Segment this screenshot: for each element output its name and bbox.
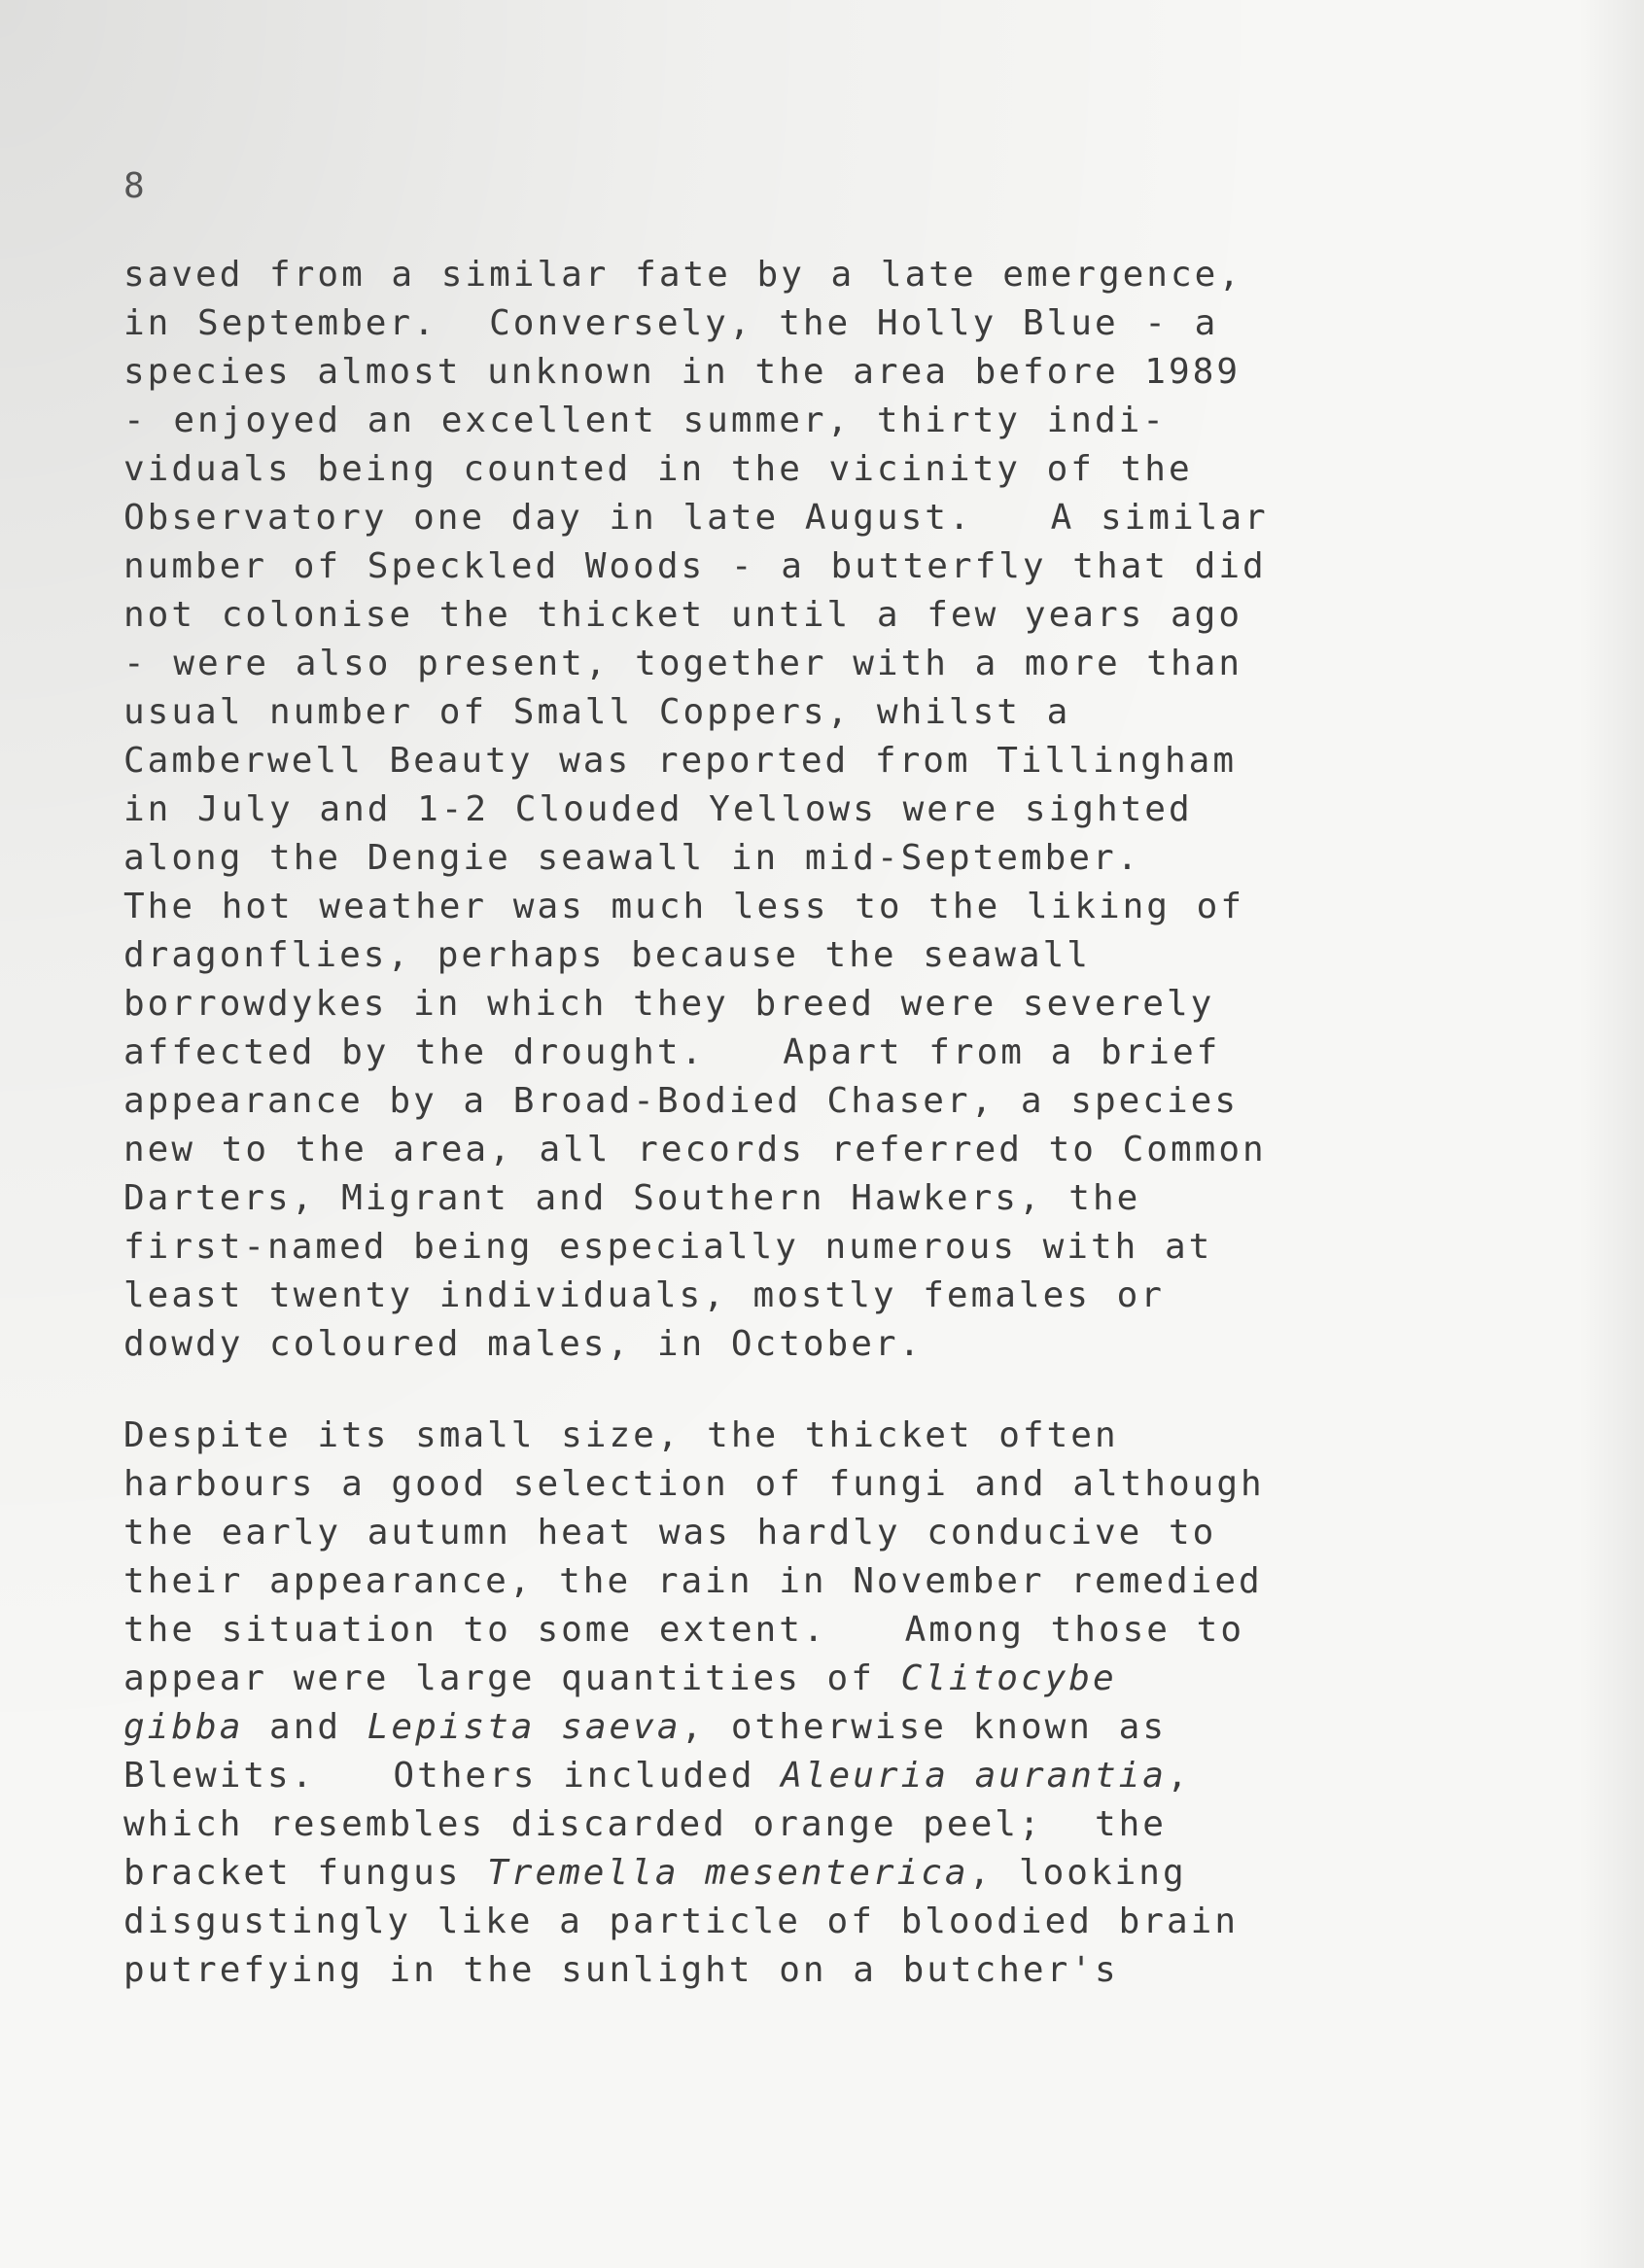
text-line: which resembles discarded orange peel; the	[123, 1804, 1167, 1844]
text-line: Despite its small size, the thicket often	[123, 1415, 1119, 1455]
species-name-tremella-mesenterica: Tremella mesenterica	[487, 1853, 969, 1893]
species-name-gibba: gibba	[123, 1707, 244, 1747]
text-line: number of Speckled Woods - a butterfly that did	[123, 546, 1267, 586]
text-segment: and	[243, 1707, 367, 1747]
paragraph-fungi	[123, 1412, 1543, 1995]
text-segment: , otherwise known as	[681, 1707, 1167, 1747]
text-segment: bracket fungus	[123, 1853, 488, 1893]
text-line: appearance by a Broad-Bodied Chaser, a species	[123, 1081, 1239, 1121]
text-line: putrefying in the sunlight on a butcher's	[123, 1950, 1119, 1990]
text-line: their appearance, the rain in November remedied	[123, 1561, 1263, 1601]
text-line: viduals being counted in the vicinity of the	[123, 449, 1193, 489]
text-line: - enjoyed an excellent summer, thirty indi-	[123, 401, 1167, 440]
text-line: dragonflies, perhaps because the seawall	[123, 935, 1091, 975]
text-line: in July and 1-2 Clouded Yellows were sighted	[123, 789, 1193, 829]
text-segment: ,	[1166, 1756, 1191, 1796]
text-line: - were also present, together with a more than	[123, 644, 1242, 683]
text-line: usual number of Small Coppers, whilst a	[123, 692, 1071, 732]
text-line	[123, 1703, 1543, 1752]
text-line: Observatory one day in late August. A similar	[123, 498, 1269, 538]
paragraph-butterflies-dragonflies	[123, 251, 1543, 1369]
species-name-lepista-saeva: Lepista saeva	[367, 1707, 682, 1747]
text-line: disgustingly like a particle of bloodied brain	[123, 1902, 1239, 1941]
species-name-aleuria-aurantia: Aleuria aurantia	[781, 1756, 1167, 1796]
text-line	[123, 1655, 1543, 1703]
text-line: Darters, Migrant and Southern Hawkers, the	[123, 1178, 1141, 1218]
text-segment: , looking	[968, 1853, 1187, 1893]
text-line: in September. Conversely, the Holly Blue - a	[123, 303, 1219, 343]
text-line	[123, 1752, 1543, 1800]
text-line: dowdy coloured males, in October.	[123, 1324, 924, 1364]
text-line: The hot weather was much less to the liking of	[123, 887, 1244, 926]
text-segment: appear were large quantities of	[123, 1658, 901, 1698]
text-line: new to the area, all records referred to Common	[123, 1130, 1267, 1169]
species-name-clitocybe: Clitocybe	[900, 1658, 1117, 1698]
text-line: species almost unknown in the area before 1989	[123, 352, 1241, 392]
text-line: Camberwell Beauty was reported from Tillingham	[123, 741, 1237, 781]
text-line: saved from a similar fate by a late emergence,	[123, 255, 1242, 295]
text-line: least twenty individuals, mostly females or	[123, 1275, 1165, 1315]
text-line: affected by the drought. Apart from a brief	[123, 1032, 1221, 1072]
text-line: harbours a good selection of fungi and although	[123, 1464, 1265, 1504]
text-line: the early autumn heat was hardly conducive to	[123, 1513, 1217, 1553]
text-segment: Blewits. Others included	[123, 1756, 782, 1796]
text-line: first-named being especially numerous with at	[123, 1227, 1213, 1267]
text-line: not colonise the thicket until a few years ago	[123, 595, 1242, 635]
text-line: along the Dengie seawall in mid-September.	[123, 838, 1141, 878]
text-line: the situation to some extent. Among those to	[123, 1610, 1244, 1650]
page-number: 8	[123, 166, 146, 206]
text-line	[123, 1849, 1543, 1898]
text-line: borrowdykes in which they breed were severely	[123, 984, 1215, 1024]
